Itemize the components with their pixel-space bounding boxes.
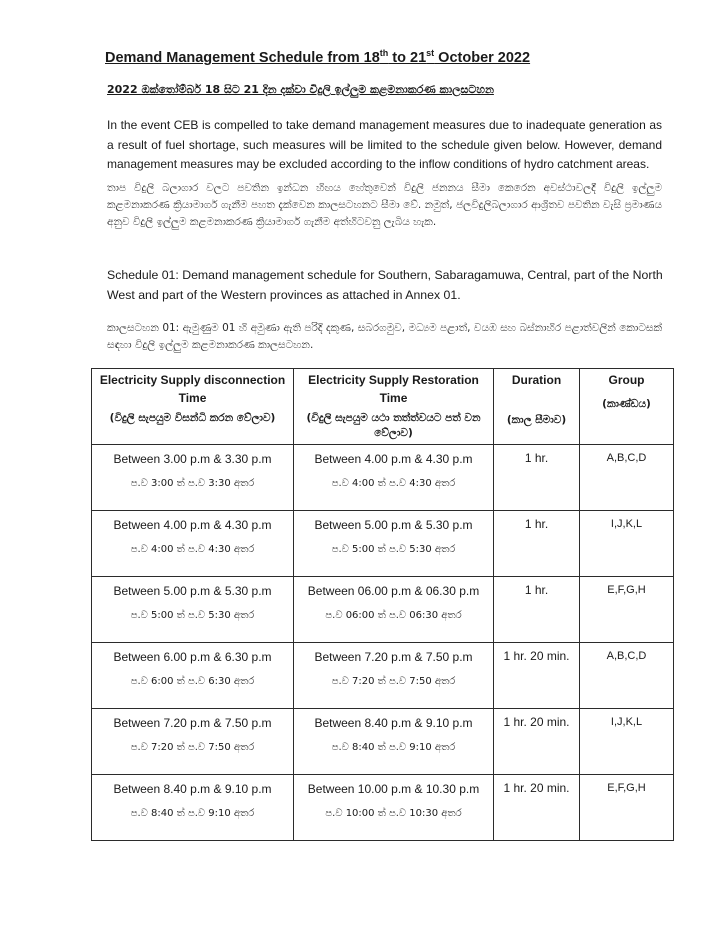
header-duration: Duration (කාල සීමාව) bbox=[494, 369, 580, 445]
restoration-cell: Between 7.20 p.m & 7.50 p.m ප.ව 7:20 ත් ප.ව 7:50 අතර bbox=[294, 643, 494, 709]
disconnection-cell: Between 3.00 p.m & 3.30 p.m ප.ව 3:00 ත් ප.ව 3:30 අතර bbox=[92, 445, 294, 511]
table-row bbox=[92, 643, 674, 709]
table-row bbox=[92, 709, 674, 775]
header-group: Group (කාණ්ඩය) bbox=[580, 369, 674, 445]
schedule-description-english: Schedule 01: Demand management schedule for Southern, Sabaragamuwa, Central, part of the North West and part of the Western provinces as attached in Annex 01. bbox=[107, 268, 663, 302]
group-cell: I,J,K,L bbox=[580, 709, 674, 775]
table-row bbox=[92, 775, 674, 841]
group-cell: E,F,G,H bbox=[580, 775, 674, 841]
duration-cell: 1 hr. bbox=[494, 445, 580, 511]
document-title: Demand Management Schedule from 18th to 21st October 2022 bbox=[105, 48, 531, 66]
group-cell: A,B,C,D bbox=[580, 445, 674, 511]
restoration-cell: Between 4.00 p.m & 4.30 p.m ප.ව 4:00 ත් ප.ව 4:30 අතර bbox=[294, 445, 494, 511]
duration-cell: 1 hr. 20 min. bbox=[494, 709, 580, 775]
schedule-table bbox=[91, 368, 674, 841]
disconnection-cell: Between 6.00 p.m & 6.30 p.m ප.ව 6:00 ත් ප.ව 6:30 අතර bbox=[92, 643, 294, 709]
table-header-row bbox=[92, 369, 674, 445]
restoration-cell: Between 06.00 p.m & 06.30 p.m ප.ව 06:00 ත් ප.ව 06:30 අතර bbox=[294, 577, 494, 643]
restoration-cell: Between 8.40 p.m & 9.10 p.m ප.ව 8:40 ත් ප.ව 9:10 අතර bbox=[294, 709, 494, 775]
schedule-description-sinhala: කාලසටහන 01: ඇමුණුම 01 හි අමුණා ඇති පරිදි දකුණ, සබරගමුව, මධ්‍යම පළාත්, වයඹ සහ බස්නාහිර පළාත්වලින් කොටසක් සඳහා විදුලි ඉල්ලුම කළමනාකරණ කාලසටහන. bbox=[107, 322, 662, 351]
group-cell: I,J,K,L bbox=[580, 511, 674, 577]
group-cell: E,F,G,H bbox=[580, 577, 674, 643]
table-row bbox=[92, 577, 674, 643]
disconnection-cell: Between 5.00 p.m & 5.30 p.m ප.ව 5:00 ත් ප.ව 5:30 අතර bbox=[92, 577, 294, 643]
duration-cell: 1 hr. 20 min. bbox=[494, 643, 580, 709]
duration-cell: 1 hr. 20 min. bbox=[494, 775, 580, 841]
table-row bbox=[92, 511, 674, 577]
group-cell: A,B,C,D bbox=[580, 643, 674, 709]
intro-paragraph-sinhala: තාප විදුලි බලාගාර වලට පවතින ඉන්ධන හිඟය හේතුවෙන් විදුලි ජනනය සීමා කෙරෙන අවස්ථාවලදී විදුලි ඉල්ලුම කළමනාකරණ ක්‍රියාමාර්ග ගැනීම පහත දැක්වෙන කාලසටහනට සීමා වේ. නමුත්, ජලවිදුලිබලාගාර ආශ්‍රිතව පවතින වැසි ප්‍රමාණය අනුව විදුලි ඉල්ලුම කළමනාකරණ ක්‍රියාමාර්ග ගැනීම අත්හිටවනු ලැබිය හැක. bbox=[107, 182, 662, 228]
disconnection-cell: Between 8.40 p.m & 9.10 p.m ප.ව 8:40 ත් ප.ව 9:10 අතර bbox=[92, 775, 294, 841]
intro-paragraph-english: In the event CEB is compelled to take demand management measures due to inadequate generation as a result of fuel shortage, such measures will be limited to the schedule given below. However, demand management measures may be excluded according to the inflow conditions of hydro catchment areas. bbox=[107, 118, 662, 171]
table-row bbox=[92, 445, 674, 511]
duration-cell: 1 hr. bbox=[494, 577, 580, 643]
restoration-cell: Between 5.00 p.m & 5.30 p.m ප.ව 5:00 ත් ප.ව 5:30 අතර bbox=[294, 511, 494, 577]
disconnection-cell: Between 7.20 p.m & 7.50 p.m ප.ව 7:20 ත් ප.ව 7:50 අතර bbox=[92, 709, 294, 775]
disconnection-cell: Between 4.00 p.m & 4.30 p.m ප.ව 4:00 ත් ප.ව 4:30 අතර bbox=[92, 511, 294, 577]
header-restoration-time: Electricity Supply Restoration Time (විදුලි සැපයුම යථා තත්ත්වයට පත් වන වේලාව) bbox=[294, 369, 494, 445]
document-subtitle-sinhala: 2022 ඔක්තෝම්බර් 18 සිට 21 දින දක්වා විදුලි ඉල්ලුම කළමනාකරණ කාලසටහන bbox=[107, 83, 494, 96]
header-disconnection-time: Electricity Supply disconnection Time (විදුලි සැපයුම විසන්ධි කරන වේලාව) bbox=[92, 369, 294, 445]
duration-cell: 1 hr. bbox=[494, 511, 580, 577]
restoration-cell: Between 10.00 p.m & 10.30 p.m ප.ව 10:00 ත් ප.ව 10:30 අතර bbox=[294, 775, 494, 841]
